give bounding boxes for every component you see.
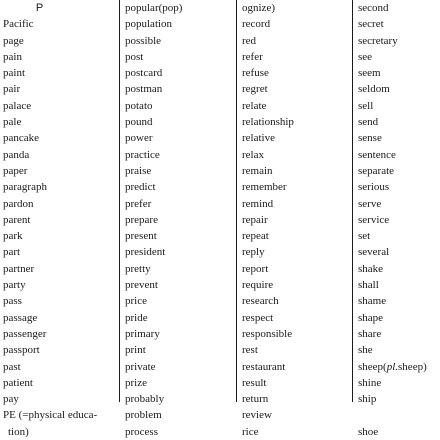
word: pride (125, 311, 148, 324)
word: postman (125, 83, 163, 96)
word: possible (125, 34, 162, 47)
word: shoe (358, 425, 379, 438)
word: repeat (242, 230, 269, 243)
word: rest (242, 344, 258, 357)
word: pardon (3, 197, 34, 210)
word: shame (358, 295, 387, 308)
word: shall (358, 279, 379, 292)
word-sheep: sheep(pl.sheep) (358, 360, 427, 373)
column-3 (236, 0, 352, 438)
word: sell (358, 99, 374, 112)
word: private (125, 360, 156, 373)
word: page (3, 34, 24, 47)
word: tion) (8, 425, 29, 438)
word: prefer (125, 197, 152, 210)
word: prize (125, 376, 147, 389)
letter-header: P (35, 2, 44, 14)
word: palace (3, 99, 32, 112)
word: postcard (125, 67, 163, 80)
word: serve (358, 197, 382, 210)
word: red (242, 34, 257, 47)
word: respect (242, 311, 274, 324)
word: separate (358, 164, 395, 177)
word: party (3, 279, 26, 292)
word: parent (3, 213, 31, 226)
word: rice (242, 425, 259, 438)
column-4 (352, 0, 440, 438)
word: remain (242, 164, 273, 177)
word: pay (3, 393, 19, 406)
word: refer (242, 50, 263, 63)
word: print (125, 344, 146, 357)
word: passage (3, 311, 38, 324)
word: remember (242, 181, 287, 194)
word: result (242, 376, 267, 389)
word: research (242, 295, 279, 308)
word: regret (242, 83, 268, 96)
word: pair (3, 83, 21, 96)
word: pretty (125, 262, 151, 275)
word: several (358, 246, 390, 259)
word: repair (242, 213, 268, 226)
word: responsible (242, 327, 293, 340)
word: president (125, 246, 166, 259)
word: reply (242, 246, 265, 259)
word: see (358, 50, 373, 63)
word: review (242, 409, 272, 422)
word: sense (358, 132, 382, 145)
word: paper (3, 164, 28, 177)
word: past (3, 360, 21, 373)
column-1 (0, 0, 119, 438)
word: second (358, 2, 389, 14)
word: relative (242, 132, 275, 145)
word: shine (358, 376, 382, 389)
word: secret (358, 18, 384, 31)
word: relationship (242, 116, 294, 129)
word: post (125, 50, 144, 63)
word: return (242, 393, 269, 406)
word: ship (358, 393, 377, 406)
word: potato (125, 99, 153, 112)
word: Pacific (3, 18, 34, 31)
word: she (358, 344, 373, 357)
word: pale (3, 116, 22, 129)
word: praise (125, 164, 152, 177)
word: prevent (125, 279, 158, 292)
word: require (242, 279, 274, 292)
word: pass (3, 295, 22, 308)
word: price (125, 295, 147, 308)
word: part (3, 246, 21, 259)
word: remind (242, 197, 274, 210)
word: seem (358, 67, 381, 80)
word: practice (125, 148, 160, 161)
word: PE (=physical educa- (3, 409, 98, 422)
word: pound (125, 116, 153, 129)
word: shake (358, 262, 384, 275)
word: predict (125, 181, 156, 194)
word: popular(pop) (125, 2, 183, 14)
column-2 (119, 0, 236, 438)
word: seldom (358, 83, 390, 96)
word: population (125, 18, 173, 31)
word: paragraph (3, 181, 47, 194)
word (353, 407, 440, 423)
word: report (242, 262, 269, 275)
word: problem (125, 409, 162, 422)
word: refuse (242, 67, 269, 80)
word: process (125, 425, 158, 438)
word: present (125, 230, 157, 243)
word: park (3, 230, 23, 243)
word: primary (125, 327, 160, 340)
word: relax (242, 148, 264, 161)
word: pain (3, 50, 22, 63)
word: restaurant (242, 360, 286, 373)
word: ognize) (242, 2, 275, 14)
word: service (358, 213, 390, 226)
word: record (242, 18, 271, 31)
word: sentence (358, 148, 396, 161)
word: send (358, 116, 379, 129)
word: partner (3, 262, 35, 275)
word: prepare (125, 213, 158, 226)
word: power (125, 132, 153, 145)
word: secretary (358, 34, 398, 47)
word: probably (125, 393, 165, 406)
word: set (358, 230, 371, 243)
word: relate (242, 99, 267, 112)
word: share (358, 327, 382, 340)
word: paint (3, 67, 25, 80)
word: panda (3, 148, 30, 161)
word: pancake (3, 132, 40, 145)
word: serious (358, 181, 390, 194)
word: patient (3, 376, 33, 389)
word: passport (3, 344, 40, 357)
word: shape (358, 311, 384, 324)
word: passenger (3, 327, 47, 340)
